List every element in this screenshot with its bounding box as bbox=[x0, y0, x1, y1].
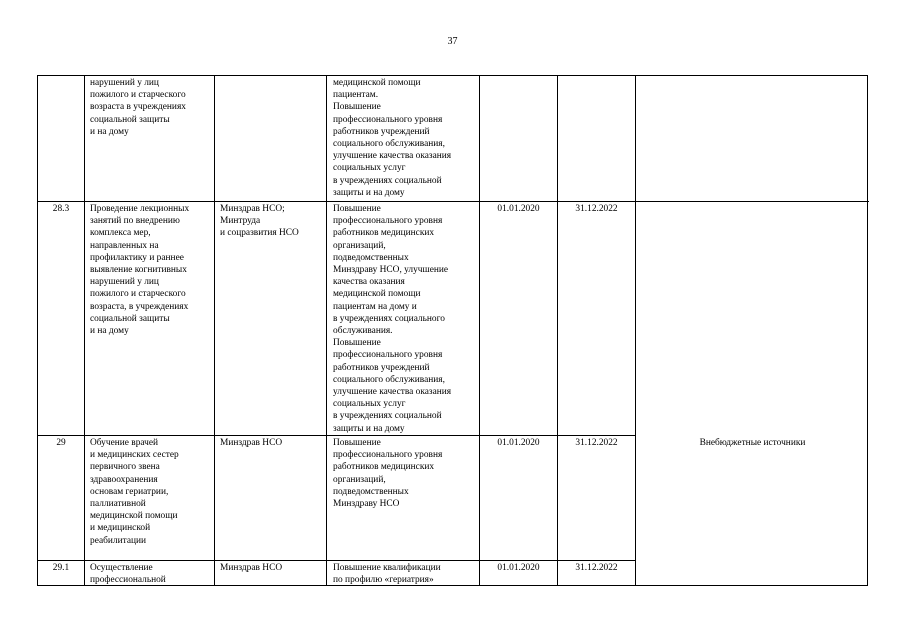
measure-name: нарушений у лиц пожилого и старческого возраста в учреждениях социальной защиты и на дому bbox=[90, 78, 186, 137]
end-date: 31.12.2022 bbox=[575, 438, 618, 448]
expected-result: медицинской помощи пациентам. Повышение профессионального уровня работников учреждений социального обслуживания, улучшение качества оказания социальных услуг в учреждениях социальной защиты и на дому bbox=[333, 78, 452, 198]
executor: Минздрав НСО; Минтруда и соцразвития НСО bbox=[220, 204, 299, 239]
column-divider bbox=[635, 76, 636, 585]
plan-table bbox=[37, 75, 868, 586]
column-divider bbox=[326, 76, 327, 585]
executor: Минздрав НСО bbox=[220, 563, 283, 573]
start-date: 01.01.2020 bbox=[497, 563, 540, 573]
row-divider bbox=[38, 201, 869, 202]
page-number: 37 bbox=[447, 36, 458, 47]
item-number: 29 bbox=[56, 438, 66, 448]
item-number: 28.3 bbox=[52, 204, 70, 214]
measure-name: Проведение лекционных занятий по внедрению комплекса мер, направленных на профилактику и раннее выявление когнитивных нарушений у лиц пожилого и старческого возраста, в учреждениях социальной защиты и на дому bbox=[90, 204, 190, 337]
column-divider bbox=[557, 76, 558, 585]
expected-result: Повышение профессионального уровня работников медицинских организаций, подведомственных Минздраву НСО, улучшение качества оказания медицинской помощи пациентам на дому и в учреждениях социального обслуживания. Повышение профессионального уровня работников учреждений социального обслуживания, улучшение качества оказания социальных услуг в учреждениях социальной защиты и на дому bbox=[333, 204, 452, 434]
item-number: 29.1 bbox=[52, 563, 70, 573]
executor: Минздрав НСО bbox=[220, 438, 283, 448]
measure-name: Осуществление профессиональной bbox=[90, 563, 166, 586]
row-divider bbox=[38, 435, 636, 436]
row-divider bbox=[38, 560, 636, 561]
start-date: 01.01.2020 bbox=[497, 438, 540, 448]
start-date: 01.01.2020 bbox=[497, 204, 540, 214]
column-divider bbox=[214, 76, 215, 585]
funding-source: Внебюджетные источники bbox=[699, 438, 806, 448]
column-divider bbox=[84, 76, 85, 585]
end-date: 31.12.2022 bbox=[575, 204, 618, 214]
expected-result: Повышение профессионального уровня работников медицинских организаций, подведомственных Минздраву НСО bbox=[333, 438, 443, 510]
expected-result: Повышение квалификации по профилю «гериатрия» bbox=[333, 563, 441, 586]
end-date: 31.12.2022 bbox=[575, 563, 618, 573]
measure-name: Обучение врачей и медицинских сестер первичного звена здравоохранения основам гериатрии, паллиативной медицинской помощи и медицинской реабилитации bbox=[90, 438, 179, 546]
column-divider bbox=[479, 76, 480, 585]
